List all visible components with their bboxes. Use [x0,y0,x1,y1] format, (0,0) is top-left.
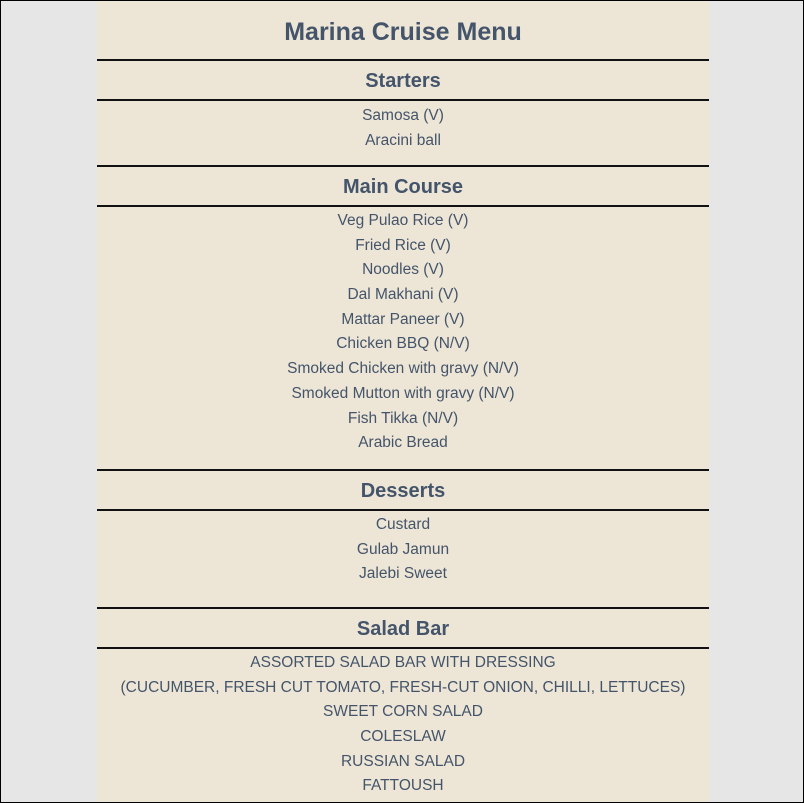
menu-item: Noodles (V) [362,261,444,279]
menu-item: Mattar Paneer (V) [341,310,465,328]
menu-item: COLESLAW [360,728,446,746]
menu-item: Veg Pulao Rice (V) [337,212,469,229]
menu-item: Arabic Bread [358,434,448,452]
section-heading-salad-bar: Salad Bar [97,609,709,649]
section-heading-main-course: Main Course [97,167,709,207]
menu-title: Marina Cruise Menu [97,1,709,61]
menu-item: Gulab Jamun [356,540,450,558]
section-heading-desserts: Desserts [97,471,709,511]
menu-item: Aracini ball [365,131,441,149]
menu-item: Fish Tikka (N/V) [347,409,459,427]
menu-item: Samosa (V) [362,107,444,124]
section-heading-starters: Starters [97,61,709,101]
desserts-section [97,511,709,609]
menu-item: Smoked Chicken with gravy (N/V) [287,360,519,378]
menu-item: Dal Makhani (V) [347,286,459,304]
main-course-section [97,207,709,471]
starters-section [97,101,709,167]
menu-item: Fried Rice (V) [355,236,451,254]
menu-item: FATTOUSH [362,777,444,795]
menu-item: ASSORTED SALAD BAR WITH DRESSING [250,654,556,671]
menu-sheet [97,1,709,803]
menu-item: Chicken BBQ (N/V) [336,335,470,353]
menu-item: Jalebi Sweet [359,565,447,583]
menu-item: RUSSIAN SALAD [340,752,466,770]
salad-bar-section [97,649,709,798]
menu-item: SWEET CORN SALAD [323,703,483,721]
menu-item: (CUCUMBER, FRESH CUT TOMATO, FRESH-CUT ONION, CHILLI, LETTUCES) [120,678,686,696]
menu-item: Smoked Mutton with gravy (N/V) [291,384,515,402]
menu-item: Custard [375,516,431,533]
